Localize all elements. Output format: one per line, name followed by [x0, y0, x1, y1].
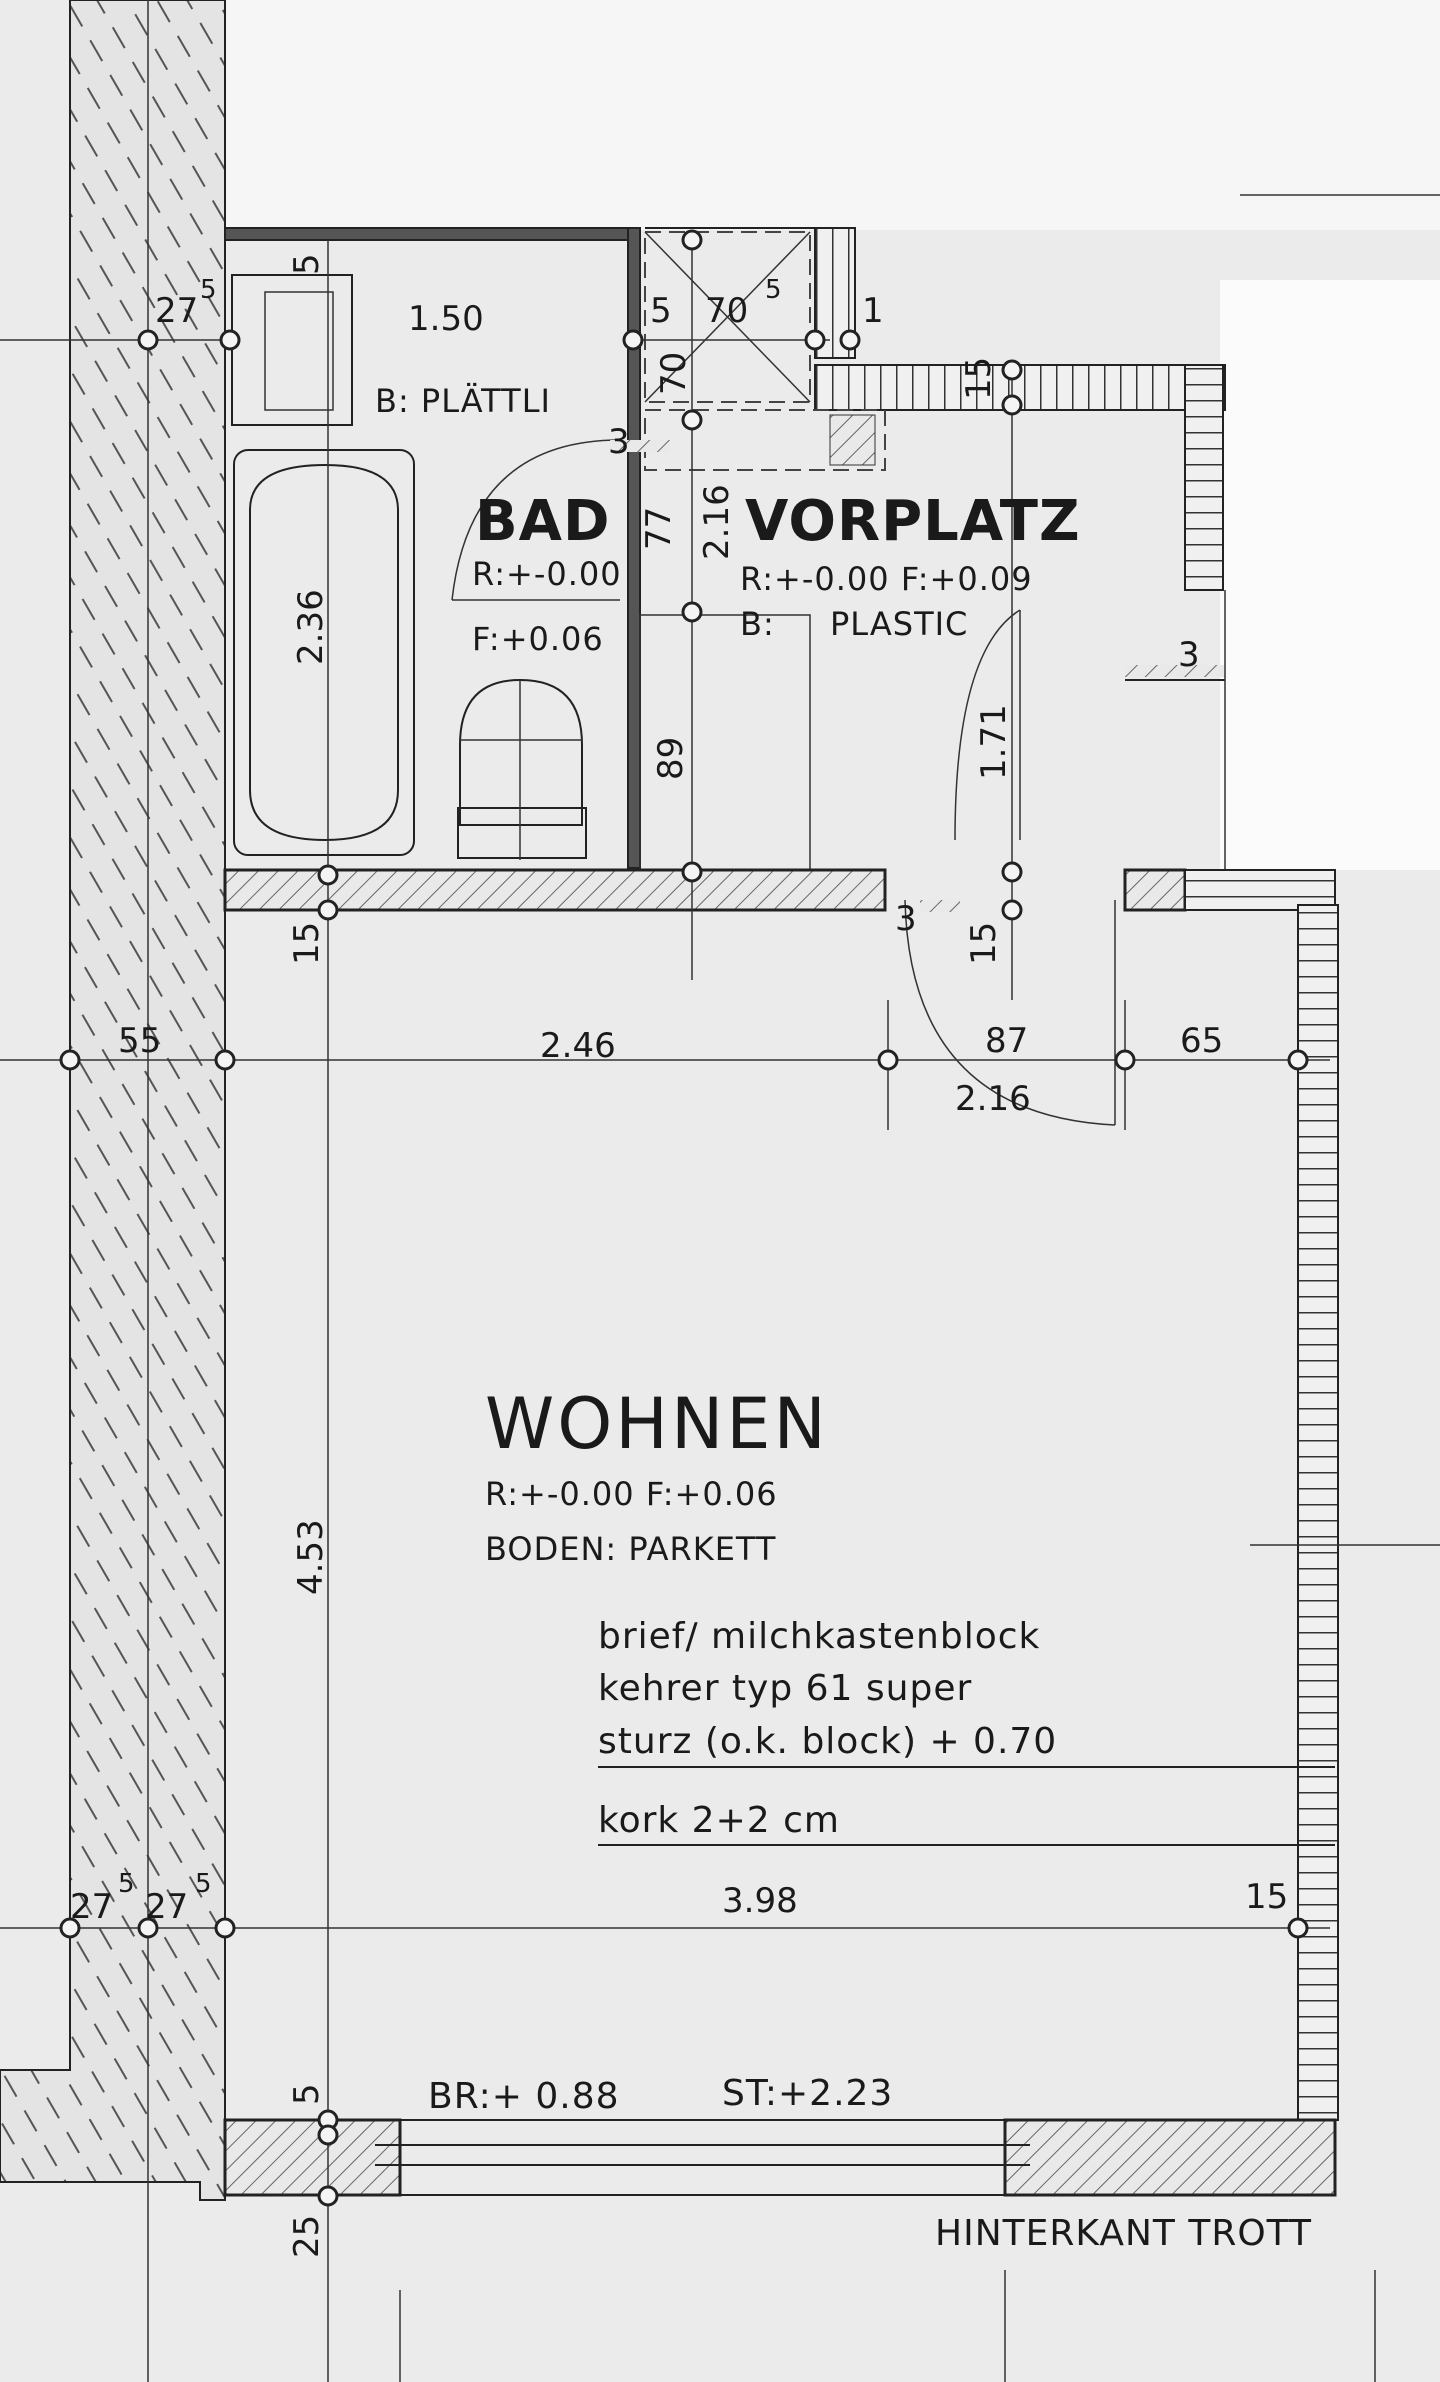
room-name-bad: BAD — [475, 489, 611, 554]
dim-2-46: 2.46 — [540, 1026, 616, 1066]
dim-3-bad: 3 — [608, 422, 630, 462]
room-bad-level-f: F:+0.06 — [472, 620, 604, 658]
room-bad-floor: B: PLÄTTLI — [375, 382, 551, 420]
hinterkant-label: HINTERKANT TROTT — [935, 2213, 1313, 2254]
note-line-1: brief/ milchkastenblock — [598, 1616, 1041, 1657]
dim-1: 1 — [862, 291, 884, 331]
dim-5-sup: 5 — [765, 275, 782, 305]
dim-27-b: 27 — [145, 1887, 189, 1927]
dim-3-right: 3 — [1178, 635, 1200, 675]
dim-55: 55 — [118, 1021, 162, 1061]
dim-3-door: 3 — [895, 899, 917, 939]
dim-15-mid: 15 — [964, 921, 1004, 965]
dim-2-16-vertical: 2.16 — [697, 484, 737, 560]
dim-1-71: 1.71 — [974, 704, 1014, 780]
room-wohnen-floor: BODEN: PARKETT — [485, 1530, 777, 1568]
dim-65: 65 — [1180, 1021, 1224, 1061]
note-line-3: sturz (o.k. block) + 0.70 — [598, 1721, 1058, 1762]
wall-wohnen-right — [1298, 905, 1338, 2120]
dim-15-left: 15 — [287, 921, 327, 965]
dim-4-53: 4.53 — [291, 1519, 331, 1595]
dim-15-right: 15 — [1245, 1877, 1289, 1917]
wall-bottom-left — [225, 2120, 400, 2195]
wall-bottom-right — [1005, 2120, 1335, 2195]
dim-2-36: 2.36 — [291, 589, 331, 665]
dim-5-sup-top: 5 — [200, 275, 217, 305]
dim-27-a: 27 — [70, 1887, 114, 1927]
dim-5-bottom: 5 — [287, 2083, 327, 2105]
dim-3-98: 3.98 — [722, 1881, 798, 1921]
room-vorplatz-levels: R:+-0.00 F:+0.09 — [740, 560, 1033, 598]
room-name-wohnen: WOHNEN — [485, 1383, 829, 1465]
room-wohnen-levels: R:+-0.00 F:+0.06 — [485, 1475, 778, 1513]
dim-27-top: 27 — [155, 291, 199, 331]
dim-77: 77 — [639, 506, 679, 550]
dim-5-bad-top: 5 — [287, 253, 327, 275]
note-line-2: kehrer typ 61 super — [598, 1668, 973, 1709]
dim-5-a: 5 — [650, 291, 672, 331]
window-sill-height: BR:+ 0.88 — [428, 2076, 620, 2117]
dim-2-16-h: 2.16 — [955, 1079, 1031, 1119]
dim-15-top-right: 15 — [959, 356, 999, 400]
dim-5-sup-b: 5 — [195, 1869, 212, 1899]
wall-vorplatz-right — [1185, 365, 1223, 590]
dim-87: 87 — [985, 1021, 1029, 1061]
wall-bad-top — [225, 228, 630, 240]
dim-5-sup-a: 5 — [118, 1869, 135, 1899]
dim-70-vertical: 70 — [654, 351, 694, 395]
dim-1-50: 1.50 — [408, 299, 484, 339]
room-vorplatz-floor-prefix: B: — [740, 605, 775, 643]
note-line-4: kork 2+2 cm — [598, 1800, 840, 1841]
room-vorplatz-floor: PLASTIC — [830, 605, 969, 643]
dim-70: 70 — [705, 291, 749, 331]
room-bad-level-r: R:+-0.00 — [472, 555, 622, 593]
dim-25: 25 — [287, 2214, 327, 2258]
room-name-vorplatz: VORPLATZ — [745, 489, 1081, 554]
dim-89: 89 — [651, 736, 691, 780]
window-lintel-height: ST:+2.23 — [722, 2073, 894, 2114]
